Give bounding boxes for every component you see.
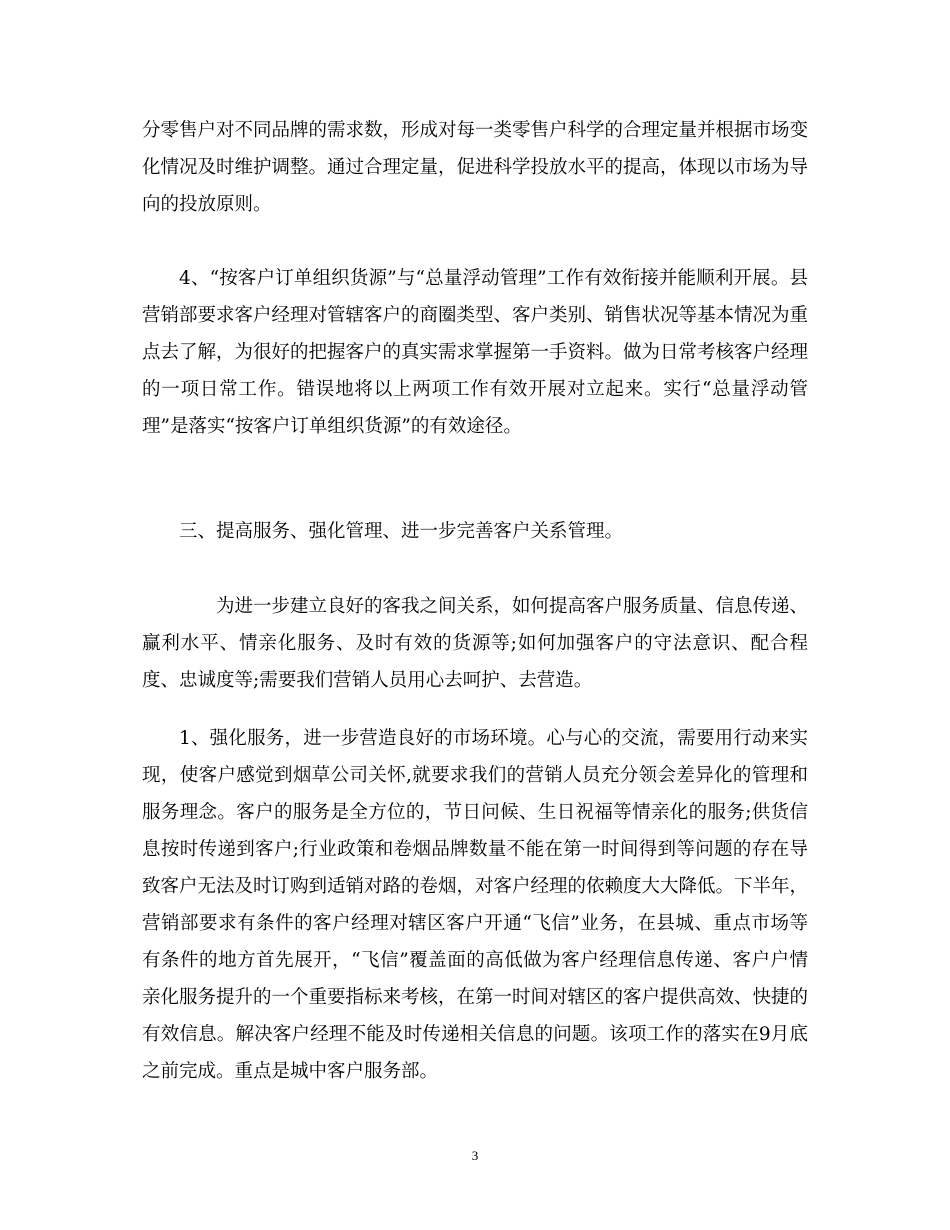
paragraph-item-1: 1、强化服务，进一步营造良好的市场环境。心与心的交流，需要用行动来实现，使客户感觉到烟草公司关怀,就要求我们的营销人员充分领会差异化的管理和服务理念。客户的服务是全方位的，节日问候、生日祝福等情亲化的服务;供货信息按时传递到客户;行业政策和卷烟品牌数量不能在第一时间得到等问题的存在导致客户无法及时订购到适销对路的卷烟，对客户经理的依赖度大大降低。下半年，营销部要求有条件的客户经理对辖区客户开通“飞信”业务，在县城、重点市场等有条件的地方首先展开，“飞信”覆盖面的高低做为客户经理信息传递、客户户情亲化服务提升的一个重要指标来考核，在第一时间对辖区的客户提供高效、快捷的有效信息。解决客户经理不能及时传递相关信息的问题。该项工作的落实在9月底之前完成。重点是城中客户服务部。 bbox=[142, 728, 809, 1082]
page-number: 3 bbox=[471, 1148, 479, 1163]
paragraph-intro: 为进一步建立良好的客我之间关系，如何提高客户服务质量、信息传递、赢利水平、情亲化服务、及时有效的货源等;如何加强客户的守法意识、配合程度、忠诚度等;需要我们营销人员用心去呵护、去营造。 bbox=[142, 596, 809, 691]
section-heading-3: 三、提高服务、强化管理、进一步完善客户关系管理。 bbox=[179, 521, 624, 542]
paragraph-item-4: 4、“按客户订单组织货源”与“总量浮动管理”工作有效衔接并能顺利开展。县营销部要求客户经理对管辖客户的商圈类型、客户类别、销售状况等基本情况为重点去了解，为很好的把握客户的真实需求掌握第一手资料。做为日常考核客户经理的一项日常工作。错误地将以上两项工作有效开展对立起来。实行“总量浮动管理”是落实“按客户订单组织货源”的有效途径。 bbox=[142, 268, 809, 437]
paragraph-continuation: 分零售户对不同品牌的需求数，形成对每一类零售户科学的合理定量并根据市场变化情况及时维护调整。通过合理定量，促进科学投放水平的提高，体现以市场为导向的投放原则。 bbox=[142, 120, 809, 215]
